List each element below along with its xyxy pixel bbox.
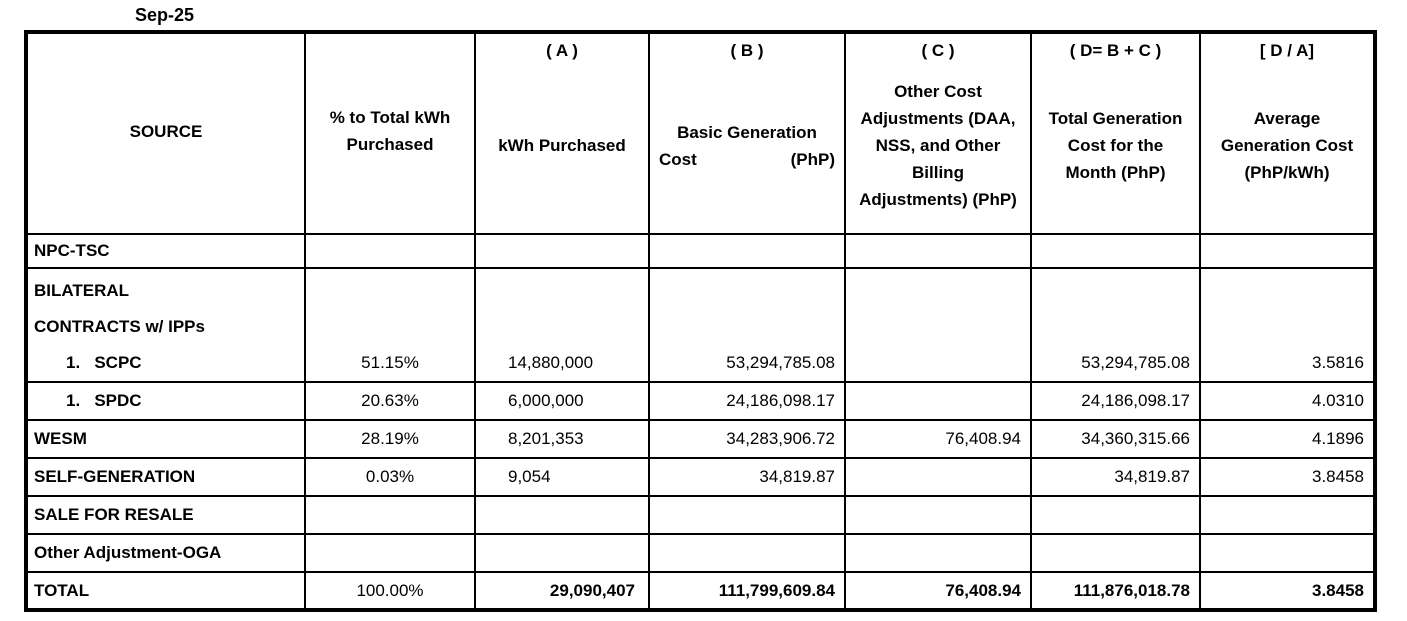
- header-other-cost-adjustments: [845, 32, 1031, 234]
- header-kwh-label: kWh Purchased: [498, 136, 626, 155]
- header-other-line: Other Cost: [894, 82, 982, 101]
- cell-sale-for-resale-other: [845, 496, 1031, 534]
- header-formula-a: ( A ): [546, 41, 578, 60]
- cell-sale-for-resale-source: SALE FOR RESALE: [26, 496, 305, 534]
- source-line: 1. SCPC: [66, 353, 142, 372]
- header-pct-line: Purchased: [346, 135, 434, 154]
- source-line: CONTRACTS w/ IPPs: [34, 317, 205, 336]
- cell-other-adjustment-oga-pct: [305, 534, 475, 572]
- header-avg-line: Generation Cost: [1220, 136, 1354, 155]
- cell-self-generation-source: SELF-GENERATION: [26, 458, 305, 496]
- cell-spdc-kwh: 6,000,000: [475, 382, 649, 420]
- header-total-generation-cost: [1031, 32, 1200, 234]
- header-avg-line: Average: [1253, 109, 1321, 128]
- cell-wesm-pct: 28.19%: [305, 420, 475, 458]
- source-line: BILATERAL: [34, 281, 130, 300]
- cell-sale-for-resale-kwh: [475, 496, 649, 534]
- header-formula-b: ( B ): [730, 41, 764, 60]
- cell-wesm-other: 76,408.94: [845, 420, 1031, 458]
- cell-other-adjustment-oga-avg: [1200, 534, 1375, 572]
- header-avg-line: (PhP/kWh): [1244, 163, 1330, 182]
- cell-wesm-total: 34,360,315.66: [1031, 420, 1200, 458]
- cell-other-adjustment-oga-total: [1031, 534, 1200, 572]
- table-row-other-adjustment-oga: [26, 534, 1375, 572]
- header-basic-cost: Cost: [659, 149, 697, 169]
- cell-total-kwh: 29,090,407: [475, 572, 649, 610]
- header-total-line: Total Generation: [1048, 109, 1183, 128]
- cell-npc-tsc-avg: [1200, 234, 1375, 268]
- cell-bilateral-scpc-other: [845, 268, 1031, 382]
- header-row: [26, 32, 1375, 234]
- header-pct: [305, 32, 475, 234]
- cell-bilateral-scpc-total: 53,294,785.08: [1031, 268, 1200, 382]
- header-pct-line: % to Total kWh: [329, 108, 451, 127]
- cell-wesm-kwh: 8,201,353: [475, 420, 649, 458]
- cell-wesm-basic: 34,283,906.72: [649, 420, 845, 458]
- cell-self-generation-total: 34,819.87: [1031, 458, 1200, 496]
- cell-other-adjustment-oga-source: Other Adjustment-OGA: [26, 534, 305, 572]
- header-other-line: NSS, and Other: [875, 136, 1001, 155]
- cell-spdc-avg: 4.0310: [1200, 382, 1375, 420]
- table-row-spdc: [26, 382, 1375, 420]
- generation-cost-table: [24, 30, 1377, 612]
- table-row-sale-for-resale: [26, 496, 1375, 534]
- cell-sale-for-resale-avg: [1200, 496, 1375, 534]
- header-kwh-purchased: [475, 32, 649, 234]
- cell-npc-tsc-pct: [305, 234, 475, 268]
- cell-spdc-pct: 20.63%: [305, 382, 475, 420]
- header-total-line: Month (PhP): [1065, 163, 1166, 182]
- header-source: [26, 32, 305, 234]
- cell-total-total: 111,876,018.78: [1031, 572, 1200, 610]
- header-basic-generation-cost: [649, 32, 845, 234]
- cell-self-generation-kwh: 9,054: [475, 458, 649, 496]
- cell-sale-for-resale-basic: [649, 496, 845, 534]
- cell-total-avg: 3.8458: [1200, 572, 1375, 610]
- cell-self-generation-basic: 34,819.87: [649, 458, 845, 496]
- cell-bilateral-scpc-basic: 53,294,785.08: [649, 268, 845, 382]
- cell-spdc-other: [845, 382, 1031, 420]
- cell-self-generation-pct: 0.03%: [305, 458, 475, 496]
- table-row-bilateral-scpc: [26, 268, 1375, 382]
- cell-npc-tsc-other: [845, 234, 1031, 268]
- header-basic-line: Basic Generation: [677, 122, 817, 142]
- cell-sale-for-resale-pct: [305, 496, 475, 534]
- header-average-generation-cost: [1200, 32, 1375, 234]
- cell-spdc-source: 1. SPDC: [26, 382, 305, 420]
- table-row-total: [26, 572, 1375, 610]
- cell-other-adjustment-oga-kwh: [475, 534, 649, 572]
- header-total-line: Cost for the: [1067, 136, 1164, 155]
- cell-npc-tsc-source: NPC-TSC: [26, 234, 305, 268]
- header-other-line: Adjustments) (PhP): [859, 190, 1017, 209]
- cell-bilateral-scpc-avg: 3.5816: [1200, 268, 1375, 382]
- cell-total-basic: 111,799,609.84: [649, 572, 845, 610]
- header-formula-c: ( C ): [921, 41, 955, 60]
- header-basic-php: (PhP): [790, 149, 835, 169]
- cell-total-other: 76,408.94: [845, 572, 1031, 610]
- cell-wesm-avg: 4.1896: [1200, 420, 1375, 458]
- cell-sale-for-resale-total: [1031, 496, 1200, 534]
- cell-other-adjustment-oga-basic: [649, 534, 845, 572]
- header-other-line: Adjustments (DAA,: [860, 109, 1016, 128]
- cell-total-pct: 100.00%: [305, 572, 475, 610]
- cell-bilateral-scpc-pct: 51.15%: [305, 268, 475, 382]
- cell-spdc-basic: 24,186,098.17: [649, 382, 845, 420]
- header-source-label: SOURCE: [129, 121, 203, 141]
- report-month-title: Sep-25: [135, 5, 195, 25]
- table-row-wesm: [26, 420, 1375, 458]
- header-other-line: Billing: [912, 163, 964, 182]
- cell-npc-tsc-total: [1031, 234, 1200, 268]
- cell-other-adjustment-oga-other: [845, 534, 1031, 572]
- cell-npc-tsc-kwh: [475, 234, 649, 268]
- header-formula-d: ( D= B + C ): [1069, 41, 1162, 60]
- cell-npc-tsc-basic: [649, 234, 845, 268]
- cell-total-source: TOTAL: [26, 572, 305, 610]
- table-row-npc-tsc: [26, 234, 1375, 268]
- cell-bilateral-scpc-kwh: 14,880,000: [475, 268, 649, 382]
- cell-self-generation-other: [845, 458, 1031, 496]
- cell-spdc-total: 24,186,098.17: [1031, 382, 1200, 420]
- header-formula-d-over-a: [ D / A]: [1259, 41, 1315, 60]
- cell-bilateral-scpc-source: [26, 268, 305, 382]
- cell-wesm-source: WESM: [26, 420, 305, 458]
- table-row-self-generation: [26, 458, 1375, 496]
- cell-self-generation-avg: 3.8458: [1200, 458, 1375, 496]
